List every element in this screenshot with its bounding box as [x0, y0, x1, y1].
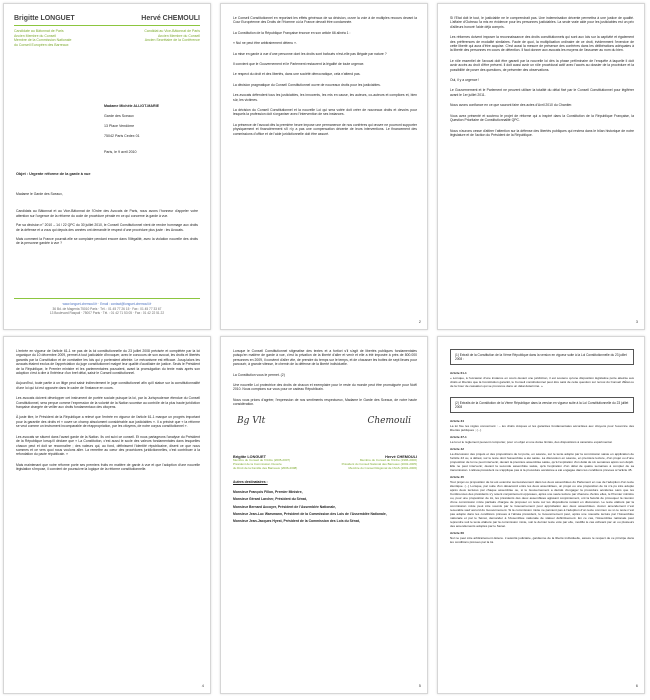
paragraph: Candidats au Bâtonnat et au Vice-Bâtonnat de l'Ordre des Avocats de Paris, nous avons l'honneur d'appeler votre attention sur l'urgence de la réforme du code de procédure pénale en ce qui concerne la garde à vue.	[16, 209, 198, 218]
article-title: Article 42	[450, 447, 464, 452]
paragraph: La décision du Conseil Constitutionnel et la nouvelle Loi qui sera votée doit créer de nouveaux droits et devoirs pour lesquels la profession doit s'organiser avec l'intervention de ses instances.	[233, 108, 417, 117]
paragraph: L'entrée en vigueur de l'article 61-1 ne pas de la loi constitutionnelle du 23 juillet 2008 précisée et complétée par la loi organique du 10 décembre 2009, permet à tout justiciable d'invoquer, avec le concours de son avocat, les droits et libertés garantis par la Constitution et de combattre les lois qui y porteraient atteinte. Le mécanisme est efficace. Jusqu'alors les avocats étaient exclus de l'appréciation du juge constitutionnel malgré leur qualité d'auxiliaire de justice. Seuls le Président de la République, le Premier ministre et les parlementaires pouvaient, avant la promulgation du texte mais après son adoption c'est à dire à l'intérieur d'un bref délai, saisir le Conseil constitutionnel.	[16, 349, 200, 376]
signatory-left: Brigitte LONGUET	[233, 454, 266, 459]
signature-right: Chemouli	[367, 415, 411, 426]
role-right: Président du Conseil National des Barreaux (2002-2005)	[341, 461, 417, 466]
paragraph: Nous avons confiance en ce que sauront faire des actes d'Avril 2010 du Chantier.	[450, 103, 573, 108]
salutation: Madame le Garde des Sceaux,	[16, 192, 63, 196]
footer-address-2: 13 Boulevard Raspail · 75007 Paris · Tél. : 01 42 71 53 05 · Fax : 01 42 22 51 22	[49, 310, 165, 315]
letter-body	[16, 184, 198, 251]
article-title: Article 34	[450, 419, 464, 424]
article-text: Tout projet ou proposition de loi est examiné successivement dans les deux assemblées du Parlement en vue de l'adoption d'un texte identique. (...) Lorsque, par suite d'un désaccord entre les deux assemblées, un projet ou une proposition de loi n'a pu être adopté après deux lectures par chaque assemblée ou, si le Gouvernement a décidé d'engager la procédure accélérée sans que les Conférences des présidents s'y soient conjointement opposées, après une seule lecture par chacune d'entre elles, le Premier ministre ou, pour une proposition de loi, les présidents des deux assemblées agissant conjointement, ont la faculté de provoquer la réunion d'une commission mixte paritaire chargée de proposer un texte sur les dispositions restant en discussion. Le texte élaboré par la commission mixte peut être soumis par le Gouvernement pour approbation aux deux assemblées. Aucun amendement n'est recevable sauf accord du Gouvernement. Si la commission mixte ne parvient pas à l'adoption d'un texte commun ou si ce texte n'est pas adopté dans les conditions prévues à l'alinéa précédent, le Gouvernement peut, après une nouvelle lecture par l'Assemblée nationale et par le Sénat, demander à l'Assemblée nationale de statuer définitivement. En ce cas, l'Assemblée nationale peut reprendre soit le texte élaboré par la commission mixte, soit le dernier texte voté par elle, modifié le cas échéant par un ou plusieurs des amendements adoptés par le Sénat.	[450, 480, 634, 529]
left-subtitle-2: Ancien Membre du Conseil	[14, 33, 57, 38]
paragraph: « Nul ne peut être arbitrairement détenu ».	[233, 41, 297, 46]
recipient: Monsieur Jean-Jacques Hyest, Président de la Commission des Lois du Sénat,	[233, 519, 360, 524]
paragraph: Les avocats se situent dans l'avant garde de la Nation. Ils ont suivi ce conseil. Et nous partageons l'analyse du Président de la République lorsqu'il déclare que « La Constitution, c'est aussi le socle des valeurs fondamentales dans lesquelles chacun peut et doit se reconnaître ; des valeurs qui, au fond, définissent l'identité républicaine, disent ce que nous sommes et ce vers quoi nous voulons aller. La remettre au cœur des procédures juridictionnelles, c'est contribuer à la refondation du pacte républicain. »	[16, 434, 200, 457]
paragraph: Oui, il y a urgence !	[450, 78, 480, 83]
address-line: 13 Place Vendôme	[104, 124, 135, 128]
paragraph: La Constitution vous le permet. (2)	[233, 372, 285, 377]
paragraph: Aujourd'hui, toute partie à un litige peut saisir indirectement le juge constitutionnel afin qu'il statue sur la constitutionnalité d'une loi qui lui est opposée dans le cadre de l'instance en cours.	[16, 381, 200, 390]
article-title: Article 61-1	[450, 371, 467, 376]
page-3	[437, 3, 645, 330]
paragraph: La mise en garde à vue d'une personne dont les droits sont bafoués n'est-elle pas illégale par nature ?	[233, 51, 387, 56]
paragraph: Les réformes doivent imposer la reconnaissance des droits constitutionnels qui sont aux lois sur la captivité et également des préférences de modalité similaires. Faute de quoi, la multiplication ordinaire de ce droit, évidemment l'exercice de cette liberté qui aura d'être acquise. C'est aussi la mesure de présence des confrères dans les délibérations adéquates à la liberté des personnes en cours de détention. Il faut donner aux avocats les moyens de l'assumer au nom du bien.	[450, 35, 634, 53]
article-text: Nul ne peut être arbitrairement détenu. L'autorité judiciaire, gardienne de la liberté individuelle, assure le respect de ce principe dans les conditions prévues par la loi.	[450, 536, 634, 545]
article-text: La loi et le règlement peuvent comporter, pour un objet et une durée limités, des dispositions à caractère expérimental.	[450, 440, 613, 445]
recipient: Monsieur François Fillon, Premier Ministre,	[233, 489, 303, 494]
page-number: 6	[635, 682, 638, 688]
recipient: Monsieur Bernard Accoyer, Président de l'Assemblée Nationale,	[233, 504, 336, 509]
paragraph: La présence de l'avocat dès la première heure impose une permanence de nos confrères qui œuvre ne pourront supporter physiquement et financièrement s'il n'y a pas une compensation décente de leurs interventions. Le financement des commissions d'office et de l'aide juridictionnelle doit être assuré.	[233, 122, 417, 136]
paragraph: La Constitution de la République Française énonce en son article 66 alinéa 1 :	[233, 30, 351, 35]
paragraph: Vous avez présenté et soutenu le projet de réforme qui a inspiré dans la Constitution de la République Française, la Question Prioritaire de Constitutionnalité QPC.	[450, 113, 634, 123]
signatures	[233, 417, 417, 453]
signatory-right: Hervé CHEMOULI	[385, 454, 417, 459]
letter-footer: www.longuet-chemouli.fr · Email : contact@longuet-chemouli.fr 36 Bd. de Magenta 75010 Paris · Tél. : 01 45 77 26 15 · Fax : 01 45 77 33 67 13 Boulevard Raspail · 75007 Paris · Tél. : 01 42 71 53 05 · Fax : 01 42 22 51 22	[14, 298, 200, 315]
left-subtitle-3: Membre de la Commission Nationale	[14, 38, 72, 43]
page-4	[3, 336, 211, 694]
page-number: 3	[635, 318, 638, 324]
paragraph: Si l'Etat doit le tout, le justiciable ne le comprendrait pas. Une indemnisation décente permettra à une justice de qualité. L'affaire d'Outreau l'a mis en évidence pour les personnes justiciables. La seule vraie aide pour les justiciables est un prix d'ailleurs honoré l'aide déjà compris.	[450, 16, 634, 29]
role-right: Membre du Conseil Régional de l'AGS (2001-2006)	[348, 465, 417, 470]
paragraph: Mais comment la France pourrait-elle se complaire pendant encore dans l'illégalité, avec la violation nouvelle des droits de la personne gardée à vue ?	[16, 237, 198, 246]
recipient-address	[104, 104, 159, 139]
article-title: Article 37-1	[450, 435, 467, 440]
letterhead	[14, 14, 200, 58]
page-3-body	[450, 16, 634, 143]
letterhead-divider	[14, 25, 200, 26]
candidate-name-left: Brigitte LONGUET	[14, 15, 75, 22]
page-number: 4	[201, 682, 204, 688]
article-title: Article 66	[450, 531, 464, 536]
role-left: Membre du Conseil de l'Ordre (2005-2007)	[233, 458, 291, 463]
page-5-body	[233, 349, 417, 527]
address-line: Garde des Sceaux	[104, 114, 134, 118]
recipient-name: Madame Michèle ALLIOT-MARIE	[104, 104, 159, 108]
page-number: 2	[418, 318, 421, 324]
right-subtitle-3: Ancien Secrétaire de la Conférence	[144, 38, 200, 43]
paragraph: Les avocats défendent tous les justiciables, les innocents, les mis en cause, les auteurs, co-auteurs et complices et, bien sûr, les victimes.	[233, 93, 417, 102]
paragraph: Les avocats doivent développer cet instrument de portée sociale puisque la loi, par la Jurisprudence étendue du Conseil Constitutionnel, sera perçue comme l'expression de la volonté de la Nation soumise au contrôle de la plus haute juridiction française chargée de veiller aux droits fondamentaux des citoyens.	[16, 396, 200, 410]
article-text: « Lorsque, à l'occasion d'une instance en cours devant une juridiction, il est soutenu qu'une disposition législative porte atteinte aux droits et libertés que la Constitution garantit, le Conseil constitutionnel peut être saisi de cette question sur renvoi du Conseil d'État ou de la Cour de cassation qui se prononce dans un délai déterminé. »	[450, 376, 634, 389]
paragraph: Nous vous prions d'agréer, l'expression de nos sentiments respectueux, Madame le Garde des Sceaux, de notre haute considération.	[233, 397, 417, 407]
page-2	[220, 3, 428, 330]
paragraph: Le Conseil Constitutionnel en reportant les effets généraux de sa décision, ouvre la voie à de multiples recours devant la Cour Européenne des Droits de l'Homme où la France devrait être condamnée.	[233, 16, 417, 25]
paragraph: À juste titre, le Président de la République a relevé que l'entrée en vigueur de l'article 61-1 marque un progrès important pour la garantie des droits et « ouvre un champ absolument considérable aux justiciables ». Il a précisé que « la réforme se veut comme un instrument incomparable de réappropriation, par les citoyens, de notre corpus constitutionnel ».	[16, 415, 200, 429]
candidate-name-right: Hervé CHEMOULI	[141, 15, 200, 22]
address-line: 75042 Paris Cedex 01	[104, 134, 140, 138]
left-subtitle-4: du Conseil Européen des Barreaux	[14, 42, 69, 47]
paragraph: Le Gouvernement et le Parlement ne peuvent utiliser la totalité du délai fixé par le Conseil Constitutionnel pour légiférer avant le 1er juillet 2011.	[450, 88, 634, 97]
recipient: Monsieur Gérard Larcher, Président du Sénat,	[233, 497, 307, 502]
right-subtitle-2: Ancien Membre du Conseil	[157, 33, 200, 38]
letterhead-right	[111, 14, 200, 23]
left-subtitle-1: Candidate au Bâtonnat de Paris	[14, 29, 64, 33]
paragraph: Par sa décision n° 2010 – 14 / 22 QPC du 30 juillet 2010, le Conseil Constitutionnel vient de rendre hommage aux droits de la défense et a vous qui depuis des années ont demandé le respect d'une procédure plus juste : les Avocats.	[16, 223, 198, 232]
recipients-heading: Autres destinataires :	[233, 480, 268, 485]
page-4-body	[16, 349, 200, 478]
paragraph: Le rôle essentiel de l'avocat doit être garanti par la nouvelle loi dès la phase préliminaire de l'enquête à laquelle il doit avoir accès au droit d'être présent. Il doit aussi avoir un rôle procédural actif avec l'accès au dossier de la procédure et la possibilité de poser des questions, de présenter des observations.	[450, 58, 634, 72]
article-title: Article 45	[450, 475, 464, 480]
page-1	[3, 3, 211, 330]
right-subtitle-1: Candidat au Vice-Bâtonnat de Paris	[144, 29, 200, 33]
page-6-body	[450, 349, 634, 547]
article-text: La discussion des projets et des propositions de loi porte, en séance, sur le texte adopté par la commission saisie en application de l'article 43 ou, à défaut, sur le texte dont l'assemblée a été saisie. La discussion en séance, en première lecture, d'un projet ou d'une proposition de loi ne peut intervenir, devant la première assemblée saisie, qu'à l'expiration d'un délai de six semaines après son dépôt. Elle ne peut intervenir, devant la seconde assemblée saisie, qu'à l'expiration d'un délai de quatre semaines à compter de sa transmission. L'alinéa précédent ne s'applique pas si la procédure accélérée a été engagée dans les conditions prévues à l'article 45.	[450, 452, 634, 473]
paragraph: Lorsque le Conseil Constitutionnel stigmatise des textes et a fortiori s'il s'agit de libertés publiques fondamentales puisqu'en matière de garde à vue, c'est la privation de la liberté d'aller et venir et elle a été imposée à près de 800.000 personnes en 2009, il convient d'aller vite, de prendre du temps sur le temps, et de chausser les bottes de sept lieues pour parcourir, à grande vitesse, le chemin de la défense de la liberté individuelle.	[233, 349, 417, 367]
letter-subject: Objet : Urgente réforme de la garde à vue	[16, 172, 91, 176]
page-6	[437, 336, 645, 694]
article-text: La loi fixe les règles concernant : – les droits civiques et les garanties fondamentales accordées aux citoyens pour l'exercice des libertés publiques ; (...)	[450, 424, 634, 433]
paragraph: La décision pragmatique du Conseil Constitutionnel ouvre de nouveaux droits pour les justiciables.	[233, 82, 381, 87]
signature-left: Bg Vlt	[237, 415, 266, 426]
role-left: du Droit de la Famille des Barreaux (2006-2008)	[233, 465, 298, 470]
paragraph: Une nouvelle Loi protectrice des droits de chacun et exemplaire pour le reste du monde peut être promulguée pour Noël 2010. Nous comptons sur vous pour ce cadeau Républicain.	[233, 383, 417, 392]
footer-website[interactable]: www.longuet-chemouli.fr	[62, 302, 98, 307]
page-5	[220, 336, 428, 694]
paragraph: Le respect du droit et des libertés, dans une société démocratique, cela n'attend pas.	[233, 72, 361, 77]
paragraph: Il convient que le Gouvernement et le Parlement restaurent la légalité de toute urgence.	[233, 62, 365, 67]
letterhead-left	[14, 14, 103, 23]
letter-date: Paris, le 9 avril 2010	[104, 150, 137, 154]
footer-address-1: 36 Bd. de Magenta 75010 Paris · Tél. : 01 45 77 26 15 · Fax : 01 45 77 33 67	[52, 306, 162, 311]
page-number: 5	[418, 682, 421, 688]
annex-box-1: (1) Extrait de la Constitution de la Vème République dans la version en vigueur suite à la Loi Constitutionnelle du 23 juillet 2008 :	[450, 349, 634, 365]
page-2-body	[233, 16, 417, 142]
role-left: Président de la Commission Ouverte	[233, 461, 282, 466]
paragraph: Nous n'aurons cesse d'attirer l'attention sur la défense des libertés publiques qui restera dans le bilan historique de notre législature et de l'action du Président de la République.	[450, 128, 634, 137]
role-right: Membre du Conseil de l'Ordre (1996-2000)	[359, 458, 417, 463]
footer-email[interactable]: Email : contact@longuet-chemouli.fr	[100, 302, 152, 307]
annex-box-2: (2) Extraits de la Constitution de la Vème République dans la version en vigueur suite à la Loi Constitutionnelle du 23 juillet 2008	[450, 397, 634, 413]
recipient: Monsieur Jean-Luc Warsmann, Président de la Commission des Lois de l'Assemblée Nationale,	[233, 512, 387, 517]
paragraph: Mais maintenant que votre réforme porte ses premiers fruits en matière de garde à vue et que l'adoption d'une nouvelle législation s'impose, il convient de poursuivre la logique de la réforme constitutionnelle.	[16, 462, 200, 472]
